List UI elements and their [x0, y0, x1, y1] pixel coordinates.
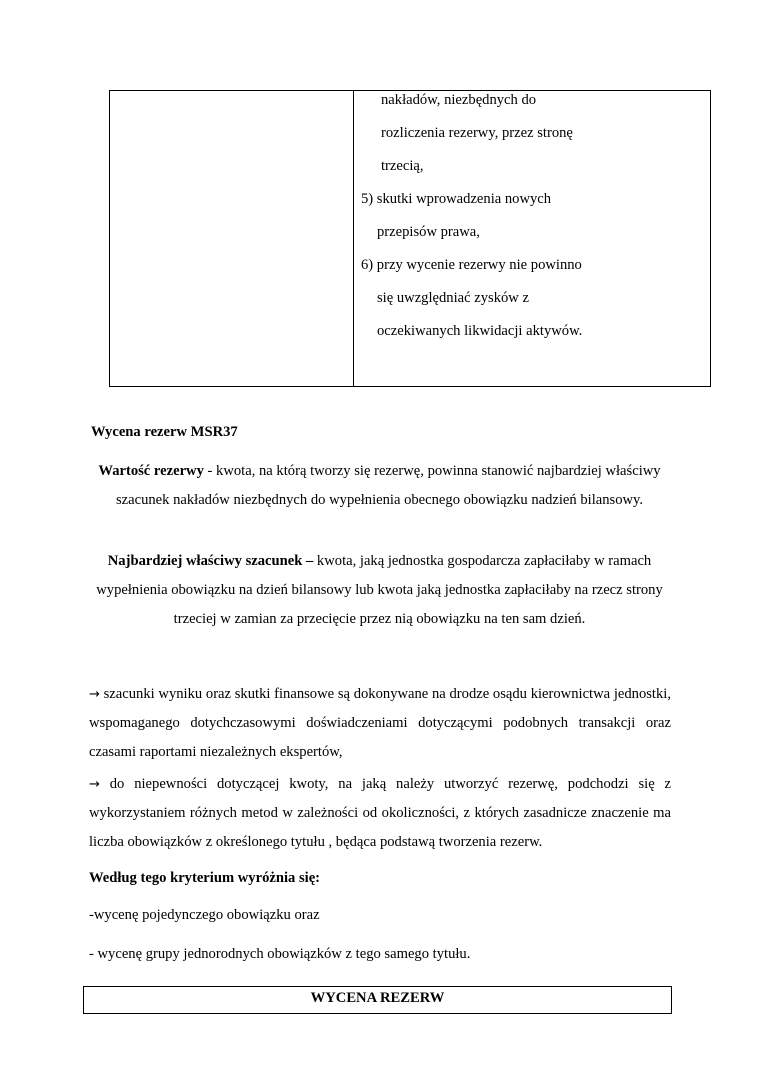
definition-term: Najbardziej właściwy szacunek – [107, 553, 314, 569]
section-heading: Wycena rezerw MSR37 [91, 424, 238, 440]
table-column-divider [353, 90, 354, 387]
table-cell-line: 5) skutki wprowadzenia nowych [361, 191, 552, 207]
table-cell-line: się uwzględniać zysków z [377, 290, 529, 306]
table-header-title: WYCENA REZERW [310, 990, 445, 1006]
criterion-heading: Według tego kryterium wyróżnia się: [89, 870, 321, 886]
table-cell-line: trzecią, [381, 158, 424, 174]
definition-najbardziej-wlasciwy-szacunek [86, 547, 673, 634]
table-cell-line: rozliczenia rezerwy, przez stronę [381, 125, 573, 141]
bullet-text: do niepewności dotyczącej kwoty, na jaką należy utworzyć rezerwę, podchodzi się z wykorzystaniem różnych metod w zależności od okoliczności, z których zasadnicze znaczenie ma liczba obowiązków z określonego tytułu , będąca podstawą tworzenia rezerw. [89, 776, 671, 850]
table-cell-line: oczekiwanych likwidacji aktywów. [377, 323, 583, 339]
arrow-right-icon: → [89, 777, 100, 792]
table-cell-line: nakładów, niezbędnych do [381, 92, 537, 108]
arrow-bullet-paragraph [89, 770, 671, 857]
bullet-text: szacunki wyniku oraz skutki finansowe są dokonywane na drodze osądu kierownictwa jednostki, wspomaganego dotychczasowymi doświadczeniami dotyczącymi podobnych transakcji oraz czasami raportami niezależnych ekspertów, [89, 686, 671, 760]
arrow-right-icon: → [89, 687, 100, 702]
definition-text: - kwota, na którą tworzy się rezerwę, powinna stanowić najbardziej właściwy szacunek nakładów niezbędnych do wypełnienia obecnego obowiązku nadzień bilansowy. [115, 463, 661, 508]
definition-text: kwota, jaką jednostka gospodarcza zapłaciłaby w ramach wypełnienia obowiązku na dzień bilansowy lub kwota jaką jednostka zapłaciłaby na rzecz strony trzeciej w zamian za przecięcie przez nią obowiązku na ten sam dzień. [96, 553, 663, 627]
table-header-box [83, 986, 672, 1014]
list-item: - wycenę grupy jednorodnych obowiązków z tego samego tytułu. [89, 946, 471, 962]
list-item: -wycenę pojedynczego obowiązku oraz [89, 907, 320, 923]
definition-wartosc-rezerwy [92, 457, 667, 515]
table-cell-line: przepisów prawa, [377, 224, 480, 240]
definition-term: Wartość rezerwy [98, 463, 204, 479]
table-cell-line: 6) przy wycenie rezerwy nie powinno [361, 257, 582, 273]
arrow-bullet-paragraph [89, 680, 671, 767]
